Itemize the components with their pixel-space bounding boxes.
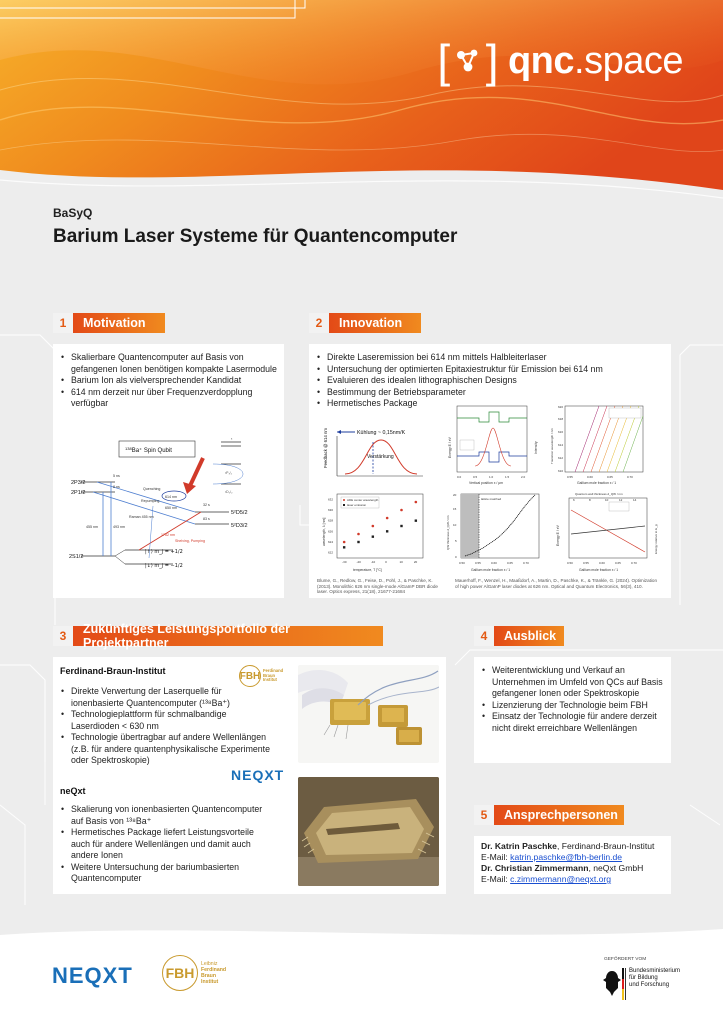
- tick-label: 614: [558, 443, 564, 447]
- logo-bracket-right: ]: [485, 35, 498, 87]
- list-item: • Technologie übertragbar auf andere Wellenlängen (z.B. für andere quantenphysikalische Experimente oder Spektroskopie): [60, 732, 274, 767]
- diagram-note: Quenching: [143, 487, 161, 491]
- hermetic-package-photo: [298, 777, 439, 886]
- email-link[interactable]: katrin.paschke@fbh-berlin.de: [510, 852, 623, 862]
- tick-label: 0.60: [587, 475, 593, 479]
- y-tick-label: 624: [328, 540, 334, 544]
- data-point-ade: [372, 525, 375, 528]
- energy-level-diagram: [53, 436, 284, 596]
- transition-wavelength-plot: [549, 402, 661, 488]
- legend-label: laser emission: [347, 503, 367, 507]
- diagram-note: Repumping: [141, 499, 160, 503]
- tick-label: 20: [453, 493, 457, 497]
- tick-label: 15: [453, 507, 457, 511]
- legend-label: ADE center wavelength: [347, 498, 379, 502]
- tick-label: 14: [633, 498, 637, 502]
- state-up: |↑⟩ m_j = +1/2: [145, 549, 183, 555]
- axis-label: QW thickness d_QW / nm: [446, 515, 450, 550]
- fbh-logo: [162, 955, 226, 991]
- contact-org: , Ferdinand-Braun-Institut: [556, 841, 655, 851]
- mini-label: ²D₅/₂: [225, 490, 233, 494]
- contact-list: [481, 841, 671, 885]
- tick-label: 0.60: [599, 561, 605, 565]
- funding-label: GEFÖRDERT VOM: [604, 957, 647, 962]
- innovation-list: [316, 352, 656, 410]
- diagram-note: 83 s: [203, 517, 210, 521]
- ministry-name-block: [625, 968, 680, 1000]
- bmbf-logo: [602, 968, 680, 1000]
- x-tick-label: 20: [413, 560, 418, 564]
- list-item: • 614 nm derzeit nur über Frequenzverdopplung verfügbar: [60, 387, 280, 410]
- data-point-ade: [386, 517, 389, 520]
- portfolio-panel: [53, 657, 446, 894]
- mini-label: ε: [231, 436, 233, 441]
- section-number: 1: [53, 313, 73, 333]
- reference-2: Mauerhoff, F., Wenzel, H., Maaßdorf, A., Martin, D., Paschke, K., & Tränkle, G. (2024). Optimization of high power AlGaInP laser diodes at 626 nm. Optical and Quantum Electronics, 56(3), 410.: [455, 578, 658, 589]
- contacts-panel: [474, 836, 671, 894]
- axis-label: Intensity: [534, 441, 538, 454]
- diagram-note: Shelving, Pumping: [175, 539, 205, 543]
- section-title: Ansprechpersonen: [494, 805, 624, 825]
- state-down: |↓⟩ m_j = −1/2: [145, 563, 183, 569]
- section-motivation-header: [53, 313, 165, 333]
- data-point-laser: [415, 519, 417, 521]
- axis-label: Energy E / eV: [556, 525, 560, 546]
- tick-label: 0.70: [631, 561, 637, 565]
- fbh-emblem: FBH: [162, 955, 198, 991]
- neqxt-logo: NEQXT: [52, 963, 133, 988]
- tick-label: 0.70: [523, 561, 529, 565]
- diagram-note: 8 ns: [113, 485, 120, 489]
- list-item: • Skalierung von ionenbasierten Quantencomputer auf Basis von ¹³⁸Ba⁺: [60, 804, 274, 827]
- logo-wordmark-rest: .space: [574, 39, 683, 82]
- tick-label: 618: [558, 417, 564, 421]
- transition-label: 455 nm: [86, 525, 98, 529]
- tick-label: 0.0: [457, 475, 462, 479]
- level-label: 2P3/2: [71, 480, 86, 486]
- axis-label: Gallium mole fraction x / 1: [579, 568, 619, 572]
- tick-label: 0.65: [615, 561, 621, 565]
- hermetic-package-image: [298, 777, 439, 886]
- logo-wordmark: [508, 40, 683, 83]
- tick-label: 0.60: [491, 561, 497, 565]
- neqxt-heading: neQxt: [60, 786, 86, 796]
- data-point-ade: [343, 541, 346, 544]
- plot-label: lattice matched: [481, 497, 502, 501]
- email-label: E-Mail:: [481, 852, 511, 862]
- contact-line: [481, 841, 671, 852]
- data-point-laser: [386, 530, 388, 532]
- contact-org: , neQxt GmbH: [588, 863, 644, 873]
- axis-label: Energy E / eV: [448, 437, 452, 458]
- section-title: Zukünftiges Leistungsportfolio der Projektpartner: [73, 626, 383, 646]
- list-item: • Untersuchung der optimierten Epitaxiestruktur für Emission bei 614 nm: [316, 364, 656, 376]
- axis-label: Vertical position x / µm: [469, 481, 503, 485]
- tick-label: 12: [619, 498, 623, 502]
- section-number: 3: [53, 626, 73, 646]
- german-flag-bar: [622, 968, 626, 1000]
- transition-label: 650 nm: [165, 506, 177, 510]
- fbh-logo-line: Ferdinand: [263, 668, 284, 674]
- fbh-heading: Ferdinand-Braun-Institut: [60, 666, 166, 676]
- transition-label: Raman 455 nm: [129, 515, 154, 519]
- fbh-logo-line: Ferdinand: [201, 967, 227, 973]
- list-item: • Direkte Verwertung der Laserquelle für ionenbasierte Quantencomputer (¹³⁸Ba⁺): [60, 686, 274, 709]
- tick-label: 1.0: [489, 475, 494, 479]
- data-point-ade: [357, 533, 360, 536]
- section-contacts-header: [474, 805, 624, 825]
- project-acronym: BaSyQ: [53, 206, 93, 220]
- tick-label: 0.50: [567, 561, 573, 565]
- list-item: • Evaluieren des idealen lithographischen Designs: [316, 375, 656, 387]
- tick-label: 610: [558, 469, 564, 473]
- tick-label: 8: [589, 498, 591, 502]
- email-link[interactable]: c.zimmermann@neqxt.org: [510, 874, 612, 884]
- contact-name: Dr. Christian Zimmermann: [481, 863, 589, 873]
- tick-label: 0.65: [507, 561, 513, 565]
- section-title: Ausblick: [494, 626, 564, 646]
- level-label: 5²D3/2: [231, 523, 248, 529]
- fbh-logo-line: Institut: [263, 677, 277, 683]
- level-label: 2S1/2: [69, 554, 84, 560]
- tick-label: 0.55: [583, 561, 589, 565]
- footer-wave: [0, 915, 723, 945]
- level-label: 5²D5/2: [231, 510, 248, 516]
- band-diagram-plot: [445, 402, 543, 488]
- list-item: • Weitere Untersuchung der bariumbasierten Quantencomputer: [60, 862, 274, 885]
- data-point-ade: [400, 509, 403, 512]
- qnc-space-logo: [437, 35, 683, 87]
- tick-label: 10: [453, 523, 457, 527]
- outlook-panel: [474, 657, 671, 763]
- tick-label: 6: [573, 498, 575, 502]
- transition-label: 614 nm: [165, 495, 177, 499]
- logo-bracket-left: [: [437, 35, 450, 87]
- y-axis-label: wavelength, λ [nm]: [322, 517, 326, 546]
- laser-module-image: [298, 665, 439, 763]
- axis-label: Energy relative to E_g: [654, 524, 658, 554]
- y-tick-label: 630: [328, 508, 334, 512]
- list-item: • Bestimmung der Betriebsparameter: [316, 387, 656, 399]
- footer: [0, 935, 723, 1024]
- contact-line: [481, 852, 671, 863]
- transition-label: 1762 nm: [161, 533, 175, 537]
- x-tick-label: -10: [370, 560, 376, 564]
- list-item: • Weiterentwicklung und Verkauf an Unternehmen im Umfeld von QCs auf Basis gefangener Ionen oder Spektroskopie: [481, 665, 667, 700]
- section-number: 2: [309, 313, 329, 333]
- wavelength-temperature-chart: [319, 490, 429, 576]
- mini-label: ²P₁/₂: [225, 471, 233, 475]
- contact-name: Dr. Katrin Paschke: [481, 841, 557, 851]
- list-item: • Einsatz der Technologie für andere derzeit nicht direkt erreichbare Wellenlängen: [481, 711, 667, 734]
- data-point-laser: [372, 535, 374, 537]
- energy-plot: [553, 490, 665, 576]
- x-tick-label: -20: [356, 560, 361, 564]
- fbh-logo-line: Braun: [201, 973, 216, 979]
- isotope-sup: 138: [125, 446, 132, 451]
- section-title: Innovation: [329, 313, 421, 333]
- contact-line: [481, 863, 671, 874]
- y-tick-label: 626: [328, 529, 334, 534]
- outlook-list: [481, 665, 667, 734]
- section-portfolio-header: [53, 622, 383, 650]
- tick-label: 2.0: [521, 475, 526, 479]
- level-label: 2P1/2: [71, 490, 86, 496]
- section-number: 5: [474, 805, 494, 825]
- tick-label: 5: [455, 539, 457, 543]
- fbh-logo-text: [263, 669, 283, 683]
- tick-label: 0.50: [459, 561, 465, 565]
- axis-label: Transition wavelength / nm: [550, 428, 554, 464]
- tick-label: 0: [455, 555, 457, 559]
- tick-label: 1.5: [505, 475, 510, 479]
- cooling-label: Kühlung ~ 0,15nm/K: [357, 430, 406, 436]
- data-point-laser: [357, 541, 359, 543]
- data-point-laser: [400, 525, 402, 527]
- ministry-line: Bundesministerium: [629, 968, 681, 974]
- y-tick-label: 632: [328, 497, 334, 502]
- y-tick-label: 628: [328, 518, 334, 523]
- list-item: • Lizenzierung der Technologie beim FBH: [481, 700, 667, 712]
- list-item: • Hermetisches Package: [316, 398, 656, 410]
- fbh-logo-line: Institut: [201, 979, 219, 985]
- plot-title: Quantum well thickness d_QW / nm: [575, 492, 623, 496]
- svg-text:138Ba⁺ Spin Qubit: [125, 446, 172, 454]
- reference-1: Blume, G., Redlow, G., Feise, D., Pohl, J., & Paschke, K. (2013). Monolithic 626 nm single-mode AlGaInP DBR diode laser. Optics express, 21(18), 21677-21684: [317, 578, 438, 595]
- innovation-panel: [309, 344, 671, 598]
- y-tick-label: 622: [328, 550, 334, 555]
- eagle-icon: [602, 968, 622, 998]
- tick-label: 0.55: [475, 561, 481, 565]
- feedback-axis-label: Feedback @ 614 nm: [323, 428, 328, 468]
- x-axis-label: temperature, T [°C]: [353, 568, 382, 572]
- cooling-sketch: [315, 424, 425, 484]
- laser-module-photo: [298, 665, 439, 763]
- transition-label: 493 nm: [113, 525, 125, 529]
- tick-label: 616: [558, 430, 564, 434]
- fbh-logo-text: [201, 961, 226, 985]
- section-number: 4: [474, 626, 494, 646]
- section-title: Motivation: [73, 313, 165, 333]
- logo-wordmark-bold: qnc: [507, 39, 575, 82]
- tick-label: 0.55: [567, 475, 573, 479]
- fbh-emblem: FBH: [239, 665, 261, 687]
- email-label: E-Mail:: [481, 874, 511, 884]
- spin-qubit-label: Ba⁺ Spin Qubit: [131, 448, 172, 454]
- axis-label: Gallium mole fraction x / 1: [471, 568, 511, 572]
- contact-line: [481, 874, 671, 885]
- diagram-note: 5 ns: [113, 474, 120, 478]
- molecule-icon: [452, 45, 484, 77]
- fbh-logo-line: Braun: [263, 672, 276, 678]
- fbh-logo-line: Leibniz: [201, 961, 218, 967]
- ministry-line: für Bildung: [629, 975, 658, 981]
- diagram-note: 32 s: [203, 503, 210, 507]
- tick-label: 0.5: [473, 475, 478, 479]
- list-item: • Skalierbare Quantencomputer auf Basis von gefangenen Ionen benötigen kompakte Lasermodule: [60, 352, 280, 375]
- tick-label: 620: [558, 405, 564, 409]
- qw-thickness-plot: [445, 490, 545, 576]
- neqxt-logo-small: NEQXT: [231, 767, 285, 783]
- motivation-list: [60, 352, 280, 410]
- tick-label: 612: [558, 456, 564, 460]
- list-item: • Technologieplattform für schmalbandige Laserdioden < 630 nm: [60, 709, 274, 732]
- x-tick-label: 10: [399, 560, 403, 564]
- tick-label: 10: [605, 498, 609, 502]
- x-tick-label: 0: [385, 560, 387, 564]
- list-item: • Hermetisches Package liefert Leistungsvorteile auch für andere Wellenlängen und damit auch andere Ionen: [60, 827, 274, 862]
- list-item: • Barium Ion als vielversprechender Kandidat: [60, 375, 280, 387]
- tick-label: 0.65: [607, 475, 613, 479]
- section-innovation-header: [309, 313, 421, 333]
- data-point-ade: [415, 501, 418, 504]
- poster-title: Barium Laser Systeme für Quantencomputer: [53, 226, 458, 247]
- ministry-line: und Forschung: [629, 982, 670, 988]
- tick-label: 0.70: [627, 475, 633, 479]
- hero-background: [0, 0, 723, 205]
- motivation-panel: [53, 344, 284, 598]
- hero-banner: [0, 0, 723, 205]
- data-point-laser: [343, 546, 345, 548]
- section-outlook-header: [474, 626, 564, 646]
- gain-label: Verstärkung: [367, 454, 394, 460]
- fbh-list: [60, 686, 274, 767]
- axis-label: Gallium mole fraction x / 1: [577, 481, 617, 485]
- neqxt-list: [60, 804, 274, 885]
- x-tick-label: -30: [342, 560, 347, 564]
- list-item: • Direkte Laseremission bei 614 nm mittels Halbleiterlaser: [316, 352, 656, 364]
